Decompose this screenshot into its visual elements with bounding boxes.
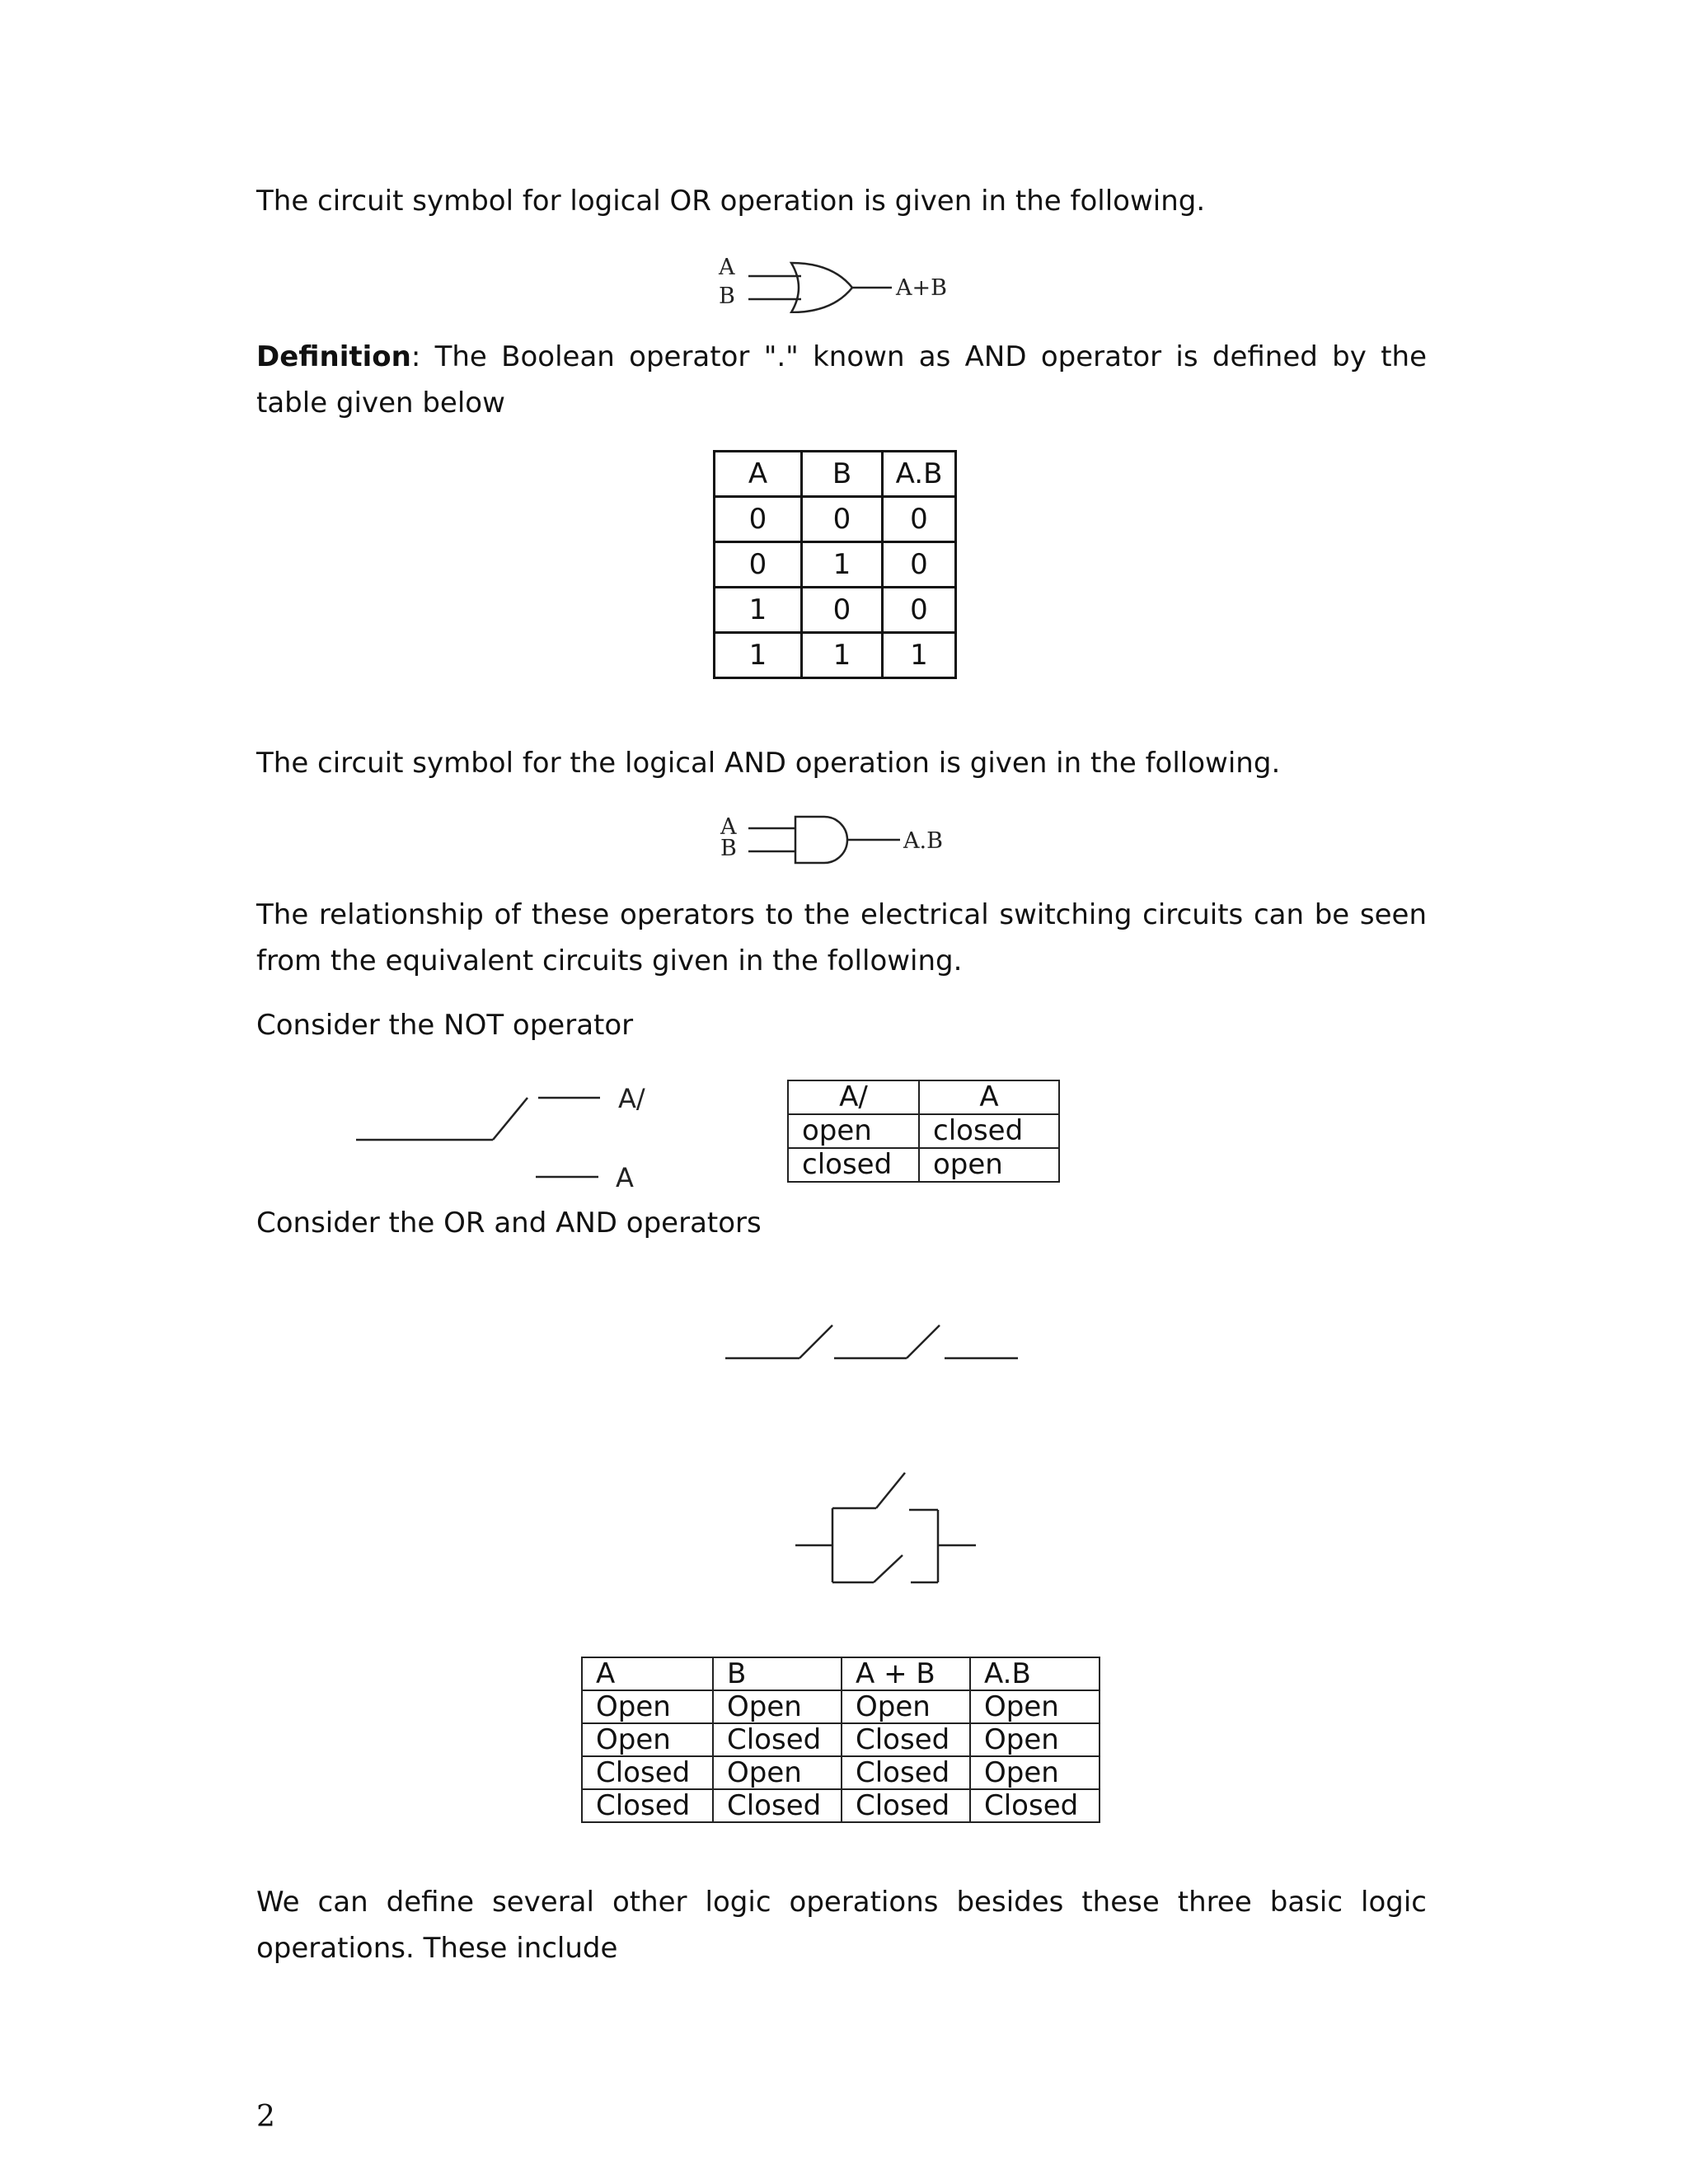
table-cell: Open — [713, 1690, 842, 1723]
table-header-cell: A + B — [842, 1657, 970, 1690]
or-gate-input-b-label: B — [719, 284, 735, 309]
table-cell: Closed — [713, 1723, 842, 1756]
table-cell: Closed — [842, 1789, 970, 1822]
table-cell: Closed — [713, 1789, 842, 1822]
table-cell: Open — [582, 1690, 713, 1723]
table-row — [582, 1723, 1100, 1756]
table-header-cell: A/ — [788, 1080, 919, 1114]
table-row — [715, 497, 956, 542]
table-cell: 1 — [883, 633, 956, 678]
table-cell: Open — [970, 1723, 1100, 1756]
paragraph-not-operator: Consider the NOT operator — [256, 1009, 634, 1042]
table-header-cell: A.B — [970, 1657, 1100, 1690]
table-cell: Closed — [582, 1756, 713, 1789]
table-cell: 1 — [715, 633, 802, 678]
definition-label: Definition — [256, 340, 411, 373]
not-switch-top-label: A/ — [618, 1083, 645, 1114]
and-truth-table — [713, 450, 957, 679]
table-cell: 1 — [802, 633, 883, 678]
table-cell: closed — [919, 1114, 1059, 1148]
parallel-switch-circuit — [791, 1463, 989, 1586]
table-cell: closed — [788, 1148, 919, 1182]
table-row — [715, 588, 956, 633]
paragraph-and-symbol: The circuit symbol for the logical AND operation is given in the following. — [256, 747, 1281, 780]
or-gate-input-a-label: A — [719, 255, 735, 280]
table-header-cell: A — [582, 1657, 713, 1690]
table-row — [582, 1690, 1100, 1723]
table-row — [788, 1114, 1059, 1148]
table-header-row — [582, 1657, 1100, 1690]
table-header-row — [715, 452, 956, 497]
table-header-cell: A — [919, 1080, 1059, 1114]
table-cell: Closed — [842, 1756, 970, 1789]
or-and-truth-table — [581, 1657, 1100, 1823]
table-cell: Open — [713, 1756, 842, 1789]
table-cell: Closed — [582, 1789, 713, 1822]
table-row — [715, 633, 956, 678]
paragraph-relationship: The relationship of these operators to the electrical switching circuits can be seen from the equivalent circuits given in the following. — [256, 898, 1427, 977]
not-switch-diagram — [346, 1071, 701, 1203]
table-cell: 0 — [883, 497, 956, 542]
table-header-cell: B — [713, 1657, 842, 1690]
table-cell: 0 — [715, 497, 802, 542]
table-header-cell: A.B — [883, 452, 956, 497]
not-switch-bottom-label: A — [616, 1162, 634, 1193]
table-cell: Open — [842, 1690, 970, 1723]
table-cell: 0 — [715, 542, 802, 588]
page-number: 2 — [256, 2100, 275, 2134]
paragraph-or-and-operators: Consider the OR and AND operators — [256, 1207, 762, 1240]
table-cell: Closed — [842, 1723, 970, 1756]
paragraph-and-definition — [256, 334, 1427, 426]
table-cell: Open — [970, 1690, 1100, 1723]
paragraph-or-symbol: The circuit symbol for logical OR operation is given in the following. — [256, 185, 1206, 218]
table-header-cell: A — [715, 452, 802, 497]
and-gate-output-label: A.B — [903, 828, 943, 854]
table-header-row — [788, 1080, 1059, 1114]
table-cell: 1 — [802, 542, 883, 588]
table-row — [582, 1756, 1100, 1789]
table-cell: Closed — [970, 1789, 1100, 1822]
series-switch-circuit — [717, 1319, 1022, 1368]
table-row — [582, 1789, 1100, 1822]
table-cell: 0 — [802, 497, 883, 542]
table-cell: open — [919, 1148, 1059, 1182]
table-cell: 0 — [802, 588, 883, 633]
table-cell: open — [788, 1114, 919, 1148]
table-cell: 0 — [883, 588, 956, 633]
table-cell: Open — [582, 1723, 713, 1756]
table-cell: 0 — [883, 542, 956, 588]
table-cell: 1 — [715, 588, 802, 633]
table-header-cell: B — [802, 452, 883, 497]
paragraph-other-operations: We can define several other logic operations besides these three basic logic operations. These include — [256, 1886, 1427, 1965]
and-gate-input-a-label: A — [720, 814, 737, 840]
not-truth-table — [787, 1080, 1060, 1183]
and-gate-input-b-label: B — [720, 836, 737, 861]
table-row — [715, 542, 956, 588]
table-cell: Open — [970, 1756, 1100, 1789]
table-row — [788, 1148, 1059, 1182]
definition-text: : The Boolean operator "." known as AND operator is defined by the table given below — [256, 340, 1427, 419]
or-gate-symbol — [709, 251, 973, 313]
and-gate-symbol — [709, 812, 973, 869]
or-gate-output-label: A+B — [896, 275, 947, 301]
